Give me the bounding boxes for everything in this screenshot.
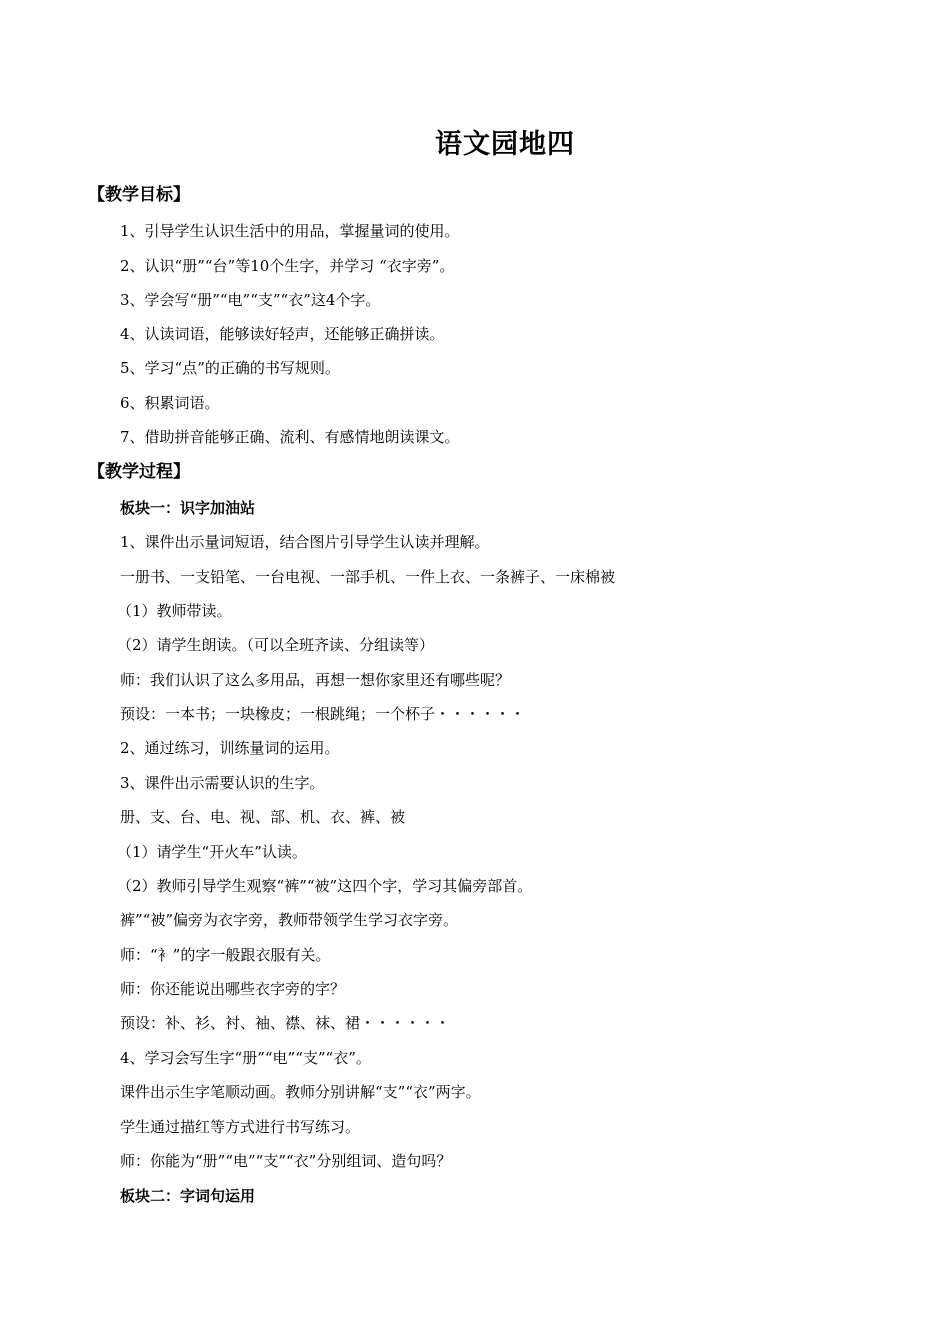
goal-item: 4、认读词语，能够读好轻声，还能够正确拼读。 bbox=[120, 325, 445, 343]
goal-item: 3、学会写“册”“电”“支”“衣”这4个字。 bbox=[120, 291, 381, 309]
process-line: 裤”“被”偏旁为衣字旁，教师带领学生学习衣字旁。 bbox=[120, 911, 459, 929]
process-line: 一册书、一支铅笔、一台电视、一部手机、一件上衣、一条裤子、一床棉被 bbox=[120, 568, 616, 586]
block-title: 板块二：字词句运用 bbox=[120, 1187, 256, 1205]
process-line: （1）教师带读。 bbox=[117, 602, 232, 620]
process-line: 3、课件出示需要认识的生字。 bbox=[120, 774, 325, 792]
page-title: 语文园地四 bbox=[435, 129, 575, 160]
process-line: 师：我们认识了这么多用品，再想一想你家里还有哪些呢？ bbox=[120, 671, 511, 689]
process-line: 预设：补、衫、衬、袖、襟、袜、裙・・・・・・ bbox=[120, 1014, 451, 1032]
process-line: 预设：一本书；一块橡皮；一根跳绳；一个杯子・・・・・・ bbox=[120, 705, 526, 723]
process-line: 2、通过练习，训练量词的运用。 bbox=[120, 739, 340, 757]
goal-item: 1、引导学生认识生活中的用品，掌握量词的使用。 bbox=[120, 222, 460, 240]
process-line: 课件出示生字笔顺动画。教师分别讲解“支”“衣”两字。 bbox=[120, 1083, 481, 1101]
process-line: （2）请学生朗读。（可以全班齐读、分组读等） bbox=[117, 636, 435, 654]
block-title: 板块一：识字加油站 bbox=[120, 499, 256, 517]
process-line: 学生通过描红等方式进行书写练习。 bbox=[120, 1118, 361, 1136]
goal-item: 5、学习“点”的正确的书写规则。 bbox=[120, 359, 340, 377]
goal-item: 2、认识“册”“台”等10个生字，并学习 “衣字旁”。 bbox=[120, 257, 455, 275]
process-line: 册、支、台、电、视、部、机、衣、裤、被 bbox=[120, 808, 406, 826]
section-heading-teaching-process: 【教学过程】 bbox=[88, 462, 190, 482]
process-line: 师：“衤”的字一般跟衣服有关。 bbox=[120, 946, 331, 964]
process-line: 4、学习会写生字“册”“电”“支”“衣”。 bbox=[120, 1049, 371, 1067]
process-line: 1、课件出示量词短语，结合图片引导学生认读并理解。 bbox=[120, 533, 490, 551]
goal-item: 6、积累词语。 bbox=[120, 394, 220, 412]
process-line: 师：你还能说出哪些衣字旁的字？ bbox=[120, 980, 346, 998]
process-line: 师：你能为“册”“电”“支”“衣”分别组词、造句吗？ bbox=[120, 1152, 452, 1170]
goal-item: 7、借助拼音能够正确、流利、有感情地朗读课文。 bbox=[120, 428, 460, 446]
process-line: （2）教师引导学生观察“裤”“被”这四个字，学习其偏旁部首。 bbox=[117, 877, 533, 895]
section-heading-teaching-goals: 【教学目标】 bbox=[88, 185, 190, 205]
process-line: （1）请学生“开火车”认读。 bbox=[117, 843, 307, 861]
